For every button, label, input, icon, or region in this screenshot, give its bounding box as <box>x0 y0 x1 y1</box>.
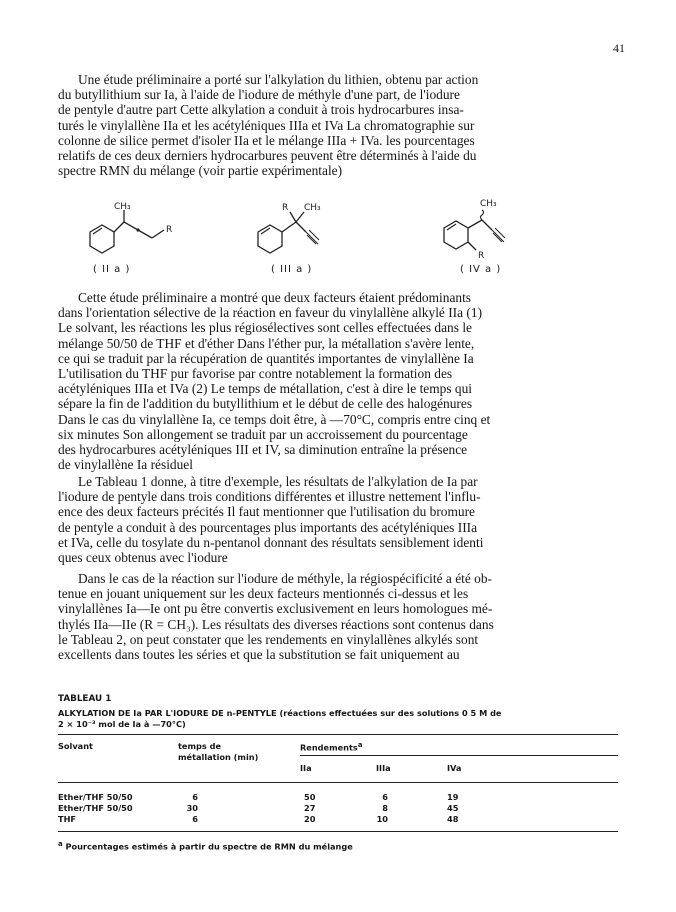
cell-IIa: 50 <box>304 792 316 802</box>
ch3-group: CH₃ <box>114 202 131 212</box>
rendements-label: Rendements <box>300 742 358 753</box>
text-line: colonne de silice permet d'isoler IIa et le mélange IIIa + IVa. les pourcentages <box>58 132 475 148</box>
text-line: vinylallènes Ia—Ie ont pu être convertis exclusivement en leurs homologues mé- <box>58 601 493 617</box>
structure-label-IVa: ( IV a ) <box>460 264 502 275</box>
text-line: de pentyle a conduit à des pourcentages plus importants des acétyléniques IIIa <box>58 519 478 535</box>
cell-solvant: Ether/THF 50/50 <box>58 792 133 802</box>
header-temps-line1: temps de <box>178 741 221 751</box>
r-group: R <box>478 251 485 261</box>
footnote-marker: a <box>357 741 363 749</box>
cell-IIIa: 8 <box>382 803 388 813</box>
text-line: Cette étude préliminaire a montré que deux facteurs étaient prédominants <box>78 290 472 305</box>
text-line: et IVa, celle du tosylate du n-pentanol donnant des résultats sensiblement identi <box>58 534 484 550</box>
table-title: TABLEAU 1 <box>58 694 112 704</box>
caption-line: ALKYLATION DE Ia PAR L'IODURE DE n-PENTYLE (réactions effectuées sur des solutions 0 5 M de <box>58 708 502 718</box>
paragraph-factors <box>58 290 606 472</box>
r-group: R <box>282 203 289 213</box>
chemical-structures <box>0 200 676 280</box>
text-line: Le solvant, les réactions les plus régiosélectives sont celles effectuées dans le <box>58 320 472 336</box>
text-line: Le Tableau 1 donne, à titre d'exemple, les résultats de l'alkylation de Ia par <box>78 474 478 489</box>
table-caption <box>58 708 618 730</box>
text-line: ques ceux obtenus avec l'iodure <box>58 550 228 566</box>
cell-temps: 30 <box>186 803 198 813</box>
table-bottom-rule <box>58 831 618 832</box>
cell-temps: 6 <box>192 792 198 802</box>
table-footnote <box>58 840 353 852</box>
text-line: Une étude préliminaire a porté sur l'alkylation du lithien, obtenu par action <box>78 72 479 87</box>
text-line: thylés IIa—IIe (R = CH₃). Les résultats des diverses réactions sont contenus dans <box>58 616 494 632</box>
text-line: Dans le cas du vinylallène Ia, ce temps doit être, à —70°C, compris entre cinq et <box>58 411 491 427</box>
structure-IIa <box>80 200 190 264</box>
paragraph-intro <box>58 72 606 178</box>
text-line: spectre RMN du mélange (voir partie expérimentale) <box>58 163 343 179</box>
ch3-group: CH₃ <box>304 203 321 213</box>
text-line: l'iodure de pentyle dans trois conditions différentes et illustre nettement l'influ- <box>58 489 481 505</box>
text-line: ence des deux facteurs précités Il faut mentionner que l'utilisation du bromure <box>58 504 476 520</box>
header-solvant: Solvant <box>58 741 93 751</box>
cell-solvant: THF <box>58 814 77 824</box>
structure-label-IIa: ( II a ) <box>93 264 131 275</box>
text-line: le Tableau 2, on peut constater que les rendements en vinylallènes alkylés sont <box>58 631 479 647</box>
text-line: dans l'orientation sélective de la réaction en faveur du vinylallène alkylé IIa (1) <box>58 305 483 321</box>
structure-label-IIIa: ( III a ) <box>271 264 313 275</box>
text-line: Dans le cas de la réaction sur l'iodure de méthyle, la régiospécificité a été ob- <box>78 571 492 586</box>
text-line: mélange 50/50 de THF et d'éther Dans l'éther pur, la métallation s'avère lente, <box>58 335 475 351</box>
cell-IIa: 20 <box>304 814 316 824</box>
text-line: turés le vinylallène IIa et les acétyléniques IIIa et IVa La chromatographie sur <box>58 117 475 133</box>
r-group: R <box>166 225 173 235</box>
header-IVa: IVa <box>447 763 462 773</box>
paragraph-tableau1 <box>58 474 606 565</box>
text-line: six minutes Son allongement se traduit par un accroissement du pourcentage <box>58 426 468 442</box>
text-line: de pentyle d'autre part Cette alkylation a conduit à trois hydrocarbures insa- <box>58 102 464 118</box>
header-temps-line2: métallation (min) <box>178 752 259 762</box>
text-line: de vinylallène Ia résiduel <box>58 457 193 473</box>
text-line: tenue en jouant uniquement sur les deux facteurs mentionnés ci-dessus et les <box>58 586 469 602</box>
structure-IVa <box>432 194 552 264</box>
text-line: acétyléniques IIIa et IVa (2) Le temps de métallation, c'est à dire le temps qui <box>58 381 473 397</box>
header-bottom-rule <box>58 782 618 783</box>
text-line: du butyllithium sur Ia, à l'aide de l'iodure de méthyle d'une part, de l'iodure <box>58 87 460 103</box>
cell-IVa: 48 <box>447 814 459 824</box>
structure-IIIa <box>246 200 356 264</box>
cell-IIa: 27 <box>304 803 316 813</box>
cell-IVa: 45 <box>447 803 459 813</box>
table-top-rule <box>58 734 618 735</box>
header-IIIa: IIIa <box>376 763 391 773</box>
rendements-rule <box>300 755 618 756</box>
text-line: sépare la fin de l'addition du butyllithium et le début de celle des halogénures <box>58 396 473 412</box>
text-line: relatifs de ces deux derniers hydrocarbures peuvent être déterminés à l'aide du <box>58 148 477 164</box>
header-IIa: IIa <box>300 763 312 773</box>
paragraph-methyl <box>58 571 606 662</box>
page-number: 41 <box>613 41 625 55</box>
ch3-group: CH₃ <box>480 199 497 209</box>
text-line: excellents dans toutes les séries et que la substitution se fait uniquement au <box>58 647 460 663</box>
header-rendements <box>300 741 362 753</box>
cell-IIIa: 6 <box>382 792 388 802</box>
footnote-text: Pourcentages estimés à partir du spectre de RMN du mélange <box>65 841 353 852</box>
text-line: ce qui se traduit par la récupération de quantités importantes de vinylallène Ia <box>58 350 474 366</box>
caption-line: 2 × 10⁻³ mol de Ia à —70°C) <box>58 719 186 729</box>
cell-solvant: Ether/THF 50/50 <box>58 803 133 813</box>
footnote-marker: a <box>58 840 63 848</box>
cell-IVa: 19 <box>447 792 459 802</box>
cell-IIIa: 10 <box>376 814 388 824</box>
cell-temps: 6 <box>192 814 198 824</box>
text-line: L'utilisation du THF pur favorise par contre notablement la formation des <box>58 366 453 382</box>
text-line: des hydrocarbures acétyléniques III et IV, sa diminution entraîne la présence <box>58 442 468 458</box>
